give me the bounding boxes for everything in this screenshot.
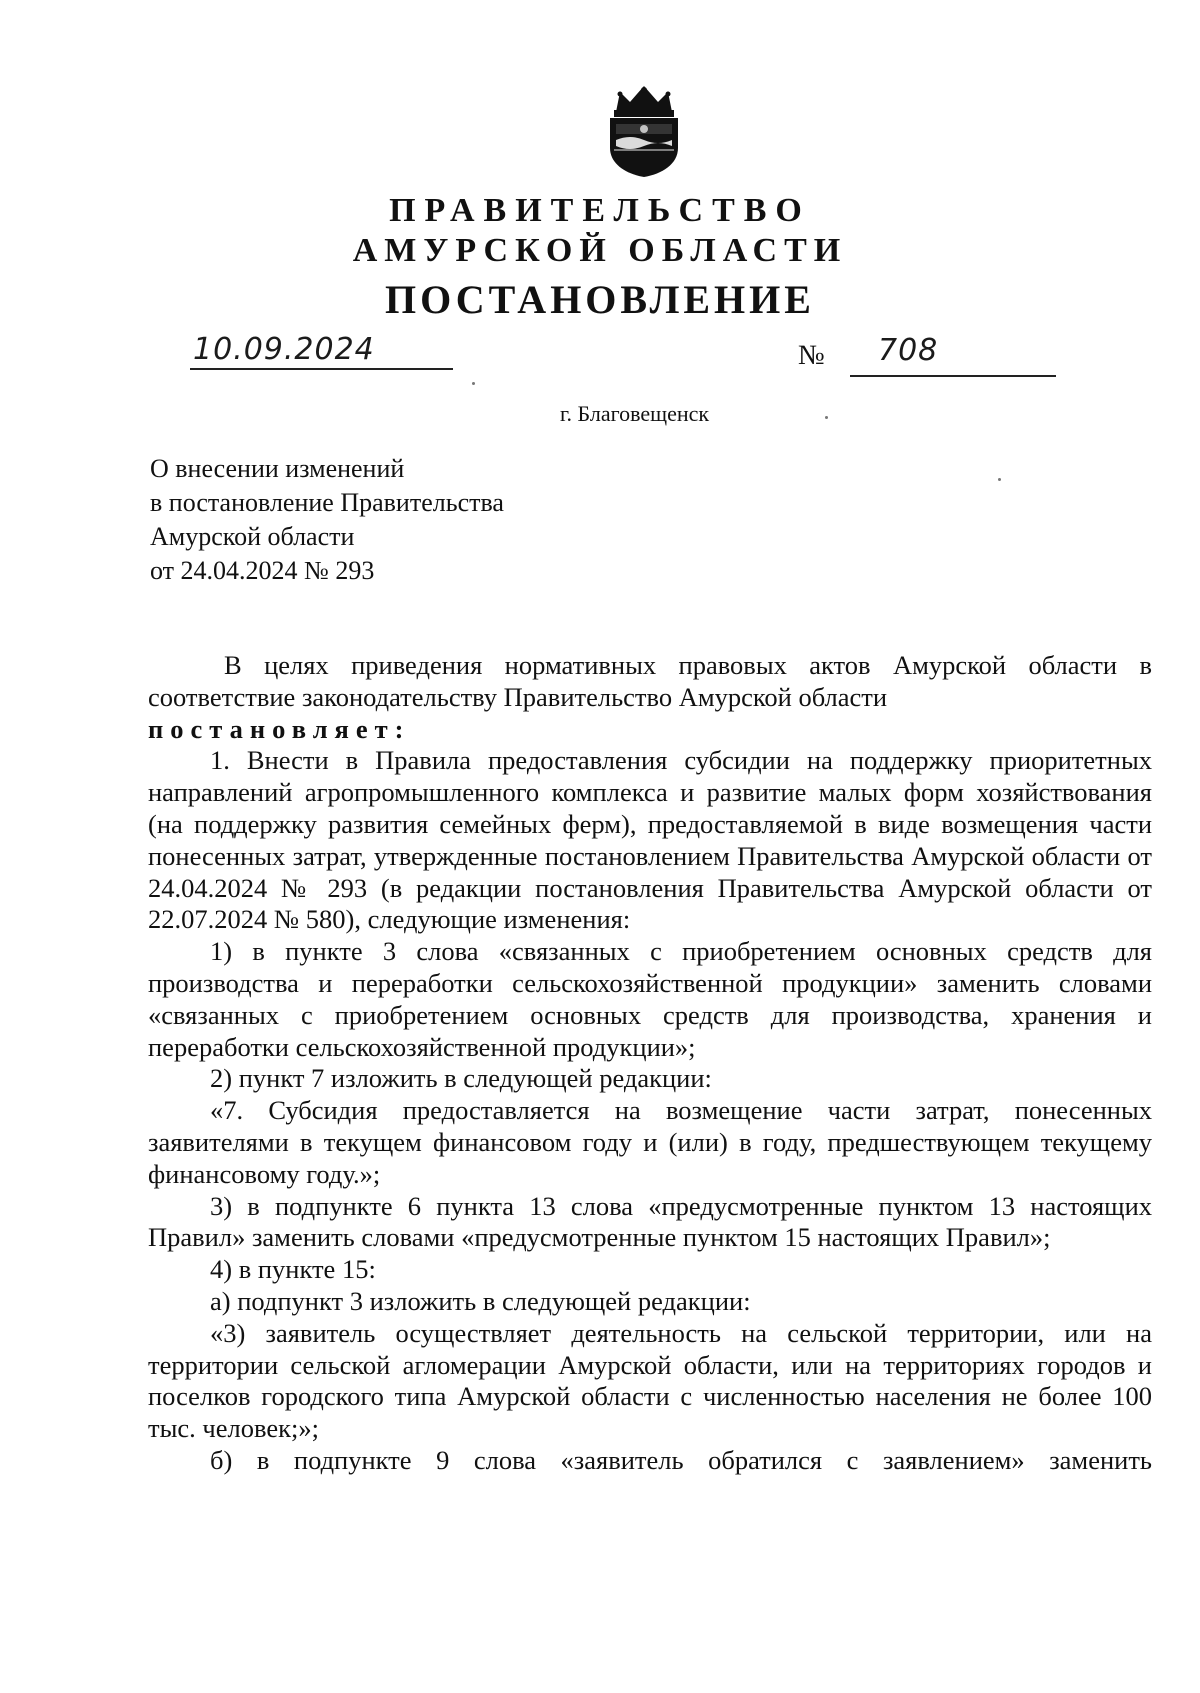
amendment-item-4b: б) в подпункте 9 слова «заявитель обратился с заявлением» заменить: [210, 1444, 1152, 1475]
amendment-item-4a: а) подпункт 3 изложить в следующей редакции:: [210, 1285, 751, 1316]
amendment-item-2-quote: «7. Субсидия предоставляется на возмещение части затрат, понесенных заявителями в текущем финансовом году и (или) в году, предшествующем текущему финансовому году.»;: [148, 1095, 1152, 1189]
amendment-item-3: 3) в подпункте 6 пункта 13 слова «предусмотренные пунктом 13 настоящих Правил» заменить словами «предусмотренные пунктом 15 настоящих Правил»;: [148, 1190, 1152, 1253]
org-name-line2: АМУРСКОЙ ОБЛАСТИ: [352, 232, 848, 269]
handwritten-date: 10.09.2024: [193, 332, 375, 367]
amendment-item-2: 2) пункт 7 изложить в следующей редакции:: [210, 1063, 712, 1094]
handwritten-number: 708: [878, 333, 939, 368]
subject-line: Амурской области: [150, 522, 355, 551]
intro-paragraph: В целях приведения нормативных правовых актов Амурской области в соответствие законодательству Правительство Амурской области: [148, 650, 1152, 712]
scan-speck: [472, 382, 475, 385]
scan-speck: [998, 478, 1001, 481]
resolves-keyword: постановляет:: [148, 713, 411, 744]
org-name-line1: ПРАВИТЕЛЬСТВО: [389, 192, 811, 229]
document-subject: [150, 452, 710, 588]
paragraph-1: 1. Внести в Правила предоставления субсидии на поддержку приоритетных направлений агропромышленного комплекса и развитие малых форм хозяйствования (на поддержку развития семейных ферм), предоставляемой в виде возмещения части понесенных затрат, утвержденные постановлением Правительства Амурской области от 24.04.2024 № 293 (в редакции постановления Правительства Амурской области от 22.07.2024 № 580), следующие изменения:: [148, 745, 1152, 935]
amendment-item-4a-quote: «3) заявитель осуществляет деятельность на сельской территории, или на территории сельской агломерации Амурской области, или на территориях городов и поселков городского типа Амурской области с численностью населения не более 100 тыс. человек;»;: [148, 1317, 1152, 1444]
document-type: ПОСТАНОВЛЕНИЕ: [385, 277, 815, 322]
scan-speck: [825, 416, 828, 419]
number-underline: [850, 375, 1056, 377]
date-underline: [190, 368, 453, 370]
subject-line: в постановление Правительства: [150, 488, 504, 517]
number-sign: №: [798, 340, 825, 371]
amur-oblast-coat-of-arms-icon: [598, 82, 690, 178]
document-body: [148, 650, 1152, 1477]
amendment-item-1: 1) в пункте 3 слова «связанных с приобретением основных средств для производства и переработки сельскохозяйственной продукции» заменить словами «связанных с приобретением основных средств для производства, хранения и переработки сельскохозяйственной продукции»;: [148, 936, 1152, 1062]
city-name: г. Благовещенск: [560, 401, 710, 426]
subject-line: О внесении изменений: [150, 454, 405, 483]
subject-line: от 24.04.2024 № 293: [150, 556, 375, 585]
amendment-item-4: 4) в пункте 15:: [210, 1254, 376, 1285]
